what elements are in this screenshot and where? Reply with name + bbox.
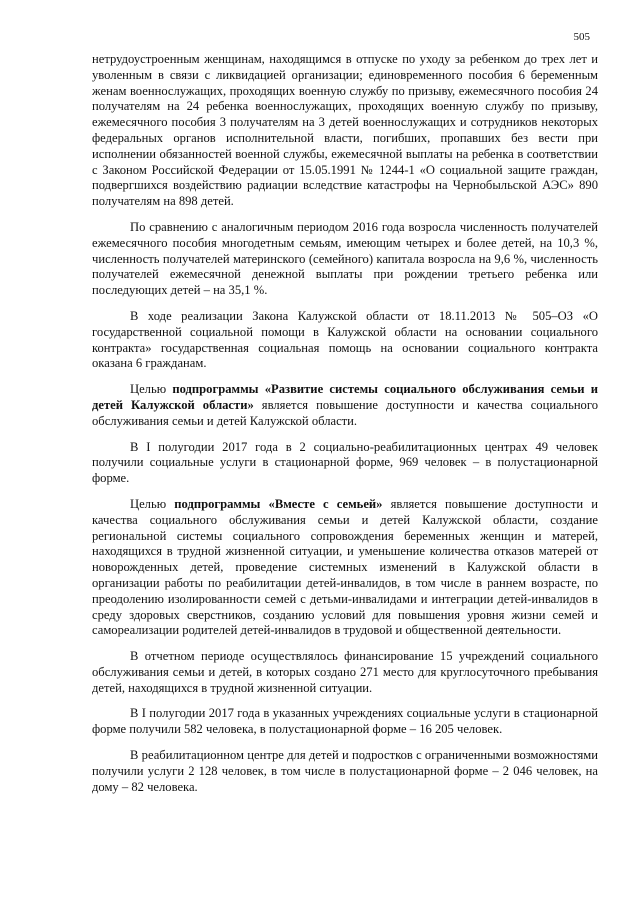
subprogram-goal-text: является повышение доступности и качества социального обслуживания семьи и детей Калужской области. (92, 397, 599, 428)
paragraph-subprogram-social-services (92, 382, 598, 429)
paragraph-financing-institutions: В отчетном периоде осуществлялось финансирование 15 учреждений социального обслуживания семьи и детей, в которых создано 271 место для круглосуточного пребывания детей, находящихся в трудной жизненной ситуации. (92, 649, 598, 695)
paragraph-comparison-2016: По сравнению с аналогичным периодом 2016 года возросла численность получателей ежемесячного пособия многодетным семьям, имеющим четырех и более детей, на 10,3 %, численность получателей материнского (семейного) капитала возросла на 9,6 %, численность получателей ежемесячной денежной выплаты при рождении третьего ребенка или последующих детей – на 35,1 %. (92, 219, 598, 298)
paragraph-rehab-centers: В I полугодии 2017 года в 2 социально-реабилитационных центрах 49 человек получили социальные услуги в стационарной форме, 969 человек – в полустационарной форме. (92, 439, 598, 486)
paragraph-subprogram-together-with-family (92, 497, 598, 639)
subprogram-lead-text: Целью (130, 496, 175, 511)
subprogram-lead-text: Целью (130, 382, 173, 397)
document-body (92, 52, 598, 805)
subprogram-title: подпрограммы «Вместе с семьей» (174, 496, 383, 511)
subprogram-title: подпрограммы «Развитие системы социального обслуживания семьи и детей Калужской области» (92, 382, 598, 412)
paragraph-benefits-recipients: нетрудоустроенным женщинам, находящимся в отпуске по уходу за ребенком до трех лет и уволенным в связи с ликвидацией организации; единовременного пособия 6 беременным женам военнослужащих, проходящих военную службу по призыву, ежемесячного пособия 24 получателям на 24 ребенка военнослужащих, проходящих военную службу по призыву, ежемесячного пособия 3 получателям на 3 детей военнослужащих и сотрудников некоторых федеральных органов исполнительной власти, погибших, пропавших без вести при исполнении обязанностей военной службы, ежемесячной выплаты на ребенка в соответствии с Законом Российской Федерации от 15.05.1991 № 1244-1 «О социальной защите граждан, подвергшихся воздействию радиации вследствие катастрофы на Чернобыльской АЭС» 890 получателям на 898 детей. (92, 52, 598, 209)
page-number: 505 (573, 31, 590, 43)
paragraph-social-contract: В ходе реализации Закона Калужской области от 18.11.2013 № 505–ОЗ «О государственной социальной помощи в Калужской области на основании социального контракта» государственная социальная помощь на основании социального контракта оказана 6 гражданам. (92, 308, 598, 371)
paragraph-rehab-center-disabled: В реабилитационном центре для детей и подростков с ограниченными возможностями получили услуги 2 128 человек, в том числе в полустационарной форме – 2 046 человек, на дому – 82 человека. (92, 748, 598, 794)
subprogram-goal-text: является повышение доступности и качества социального обслуживания семьи и детей Калужской области, создание региональной системы социального сопровождения беременных женщин и матерей, находящихся в трудной жизненной ситуации, и уменьшение количества отказов матерей от новорожденных детей, проведение системных изменений в Калужской области в организации работы по реабилитации детей-инвалидов, в том числе в раннем возрасте, по преодолению изолированности семей с детьми-инвалидами и интеграции детей-инвалидов в среду здоровых сверстников, созданию условий для повышения уровня жизни семей и самореализации родителей детей-инвалидов в трудовой и общественной деятельности. (92, 496, 598, 638)
paragraph-services-recipients: В I полугодии 2017 года в указанных учреждениях социальные услуги в стационарной форме получили 582 человека, в полустационарной форме – 16 205 человек. (92, 706, 598, 737)
